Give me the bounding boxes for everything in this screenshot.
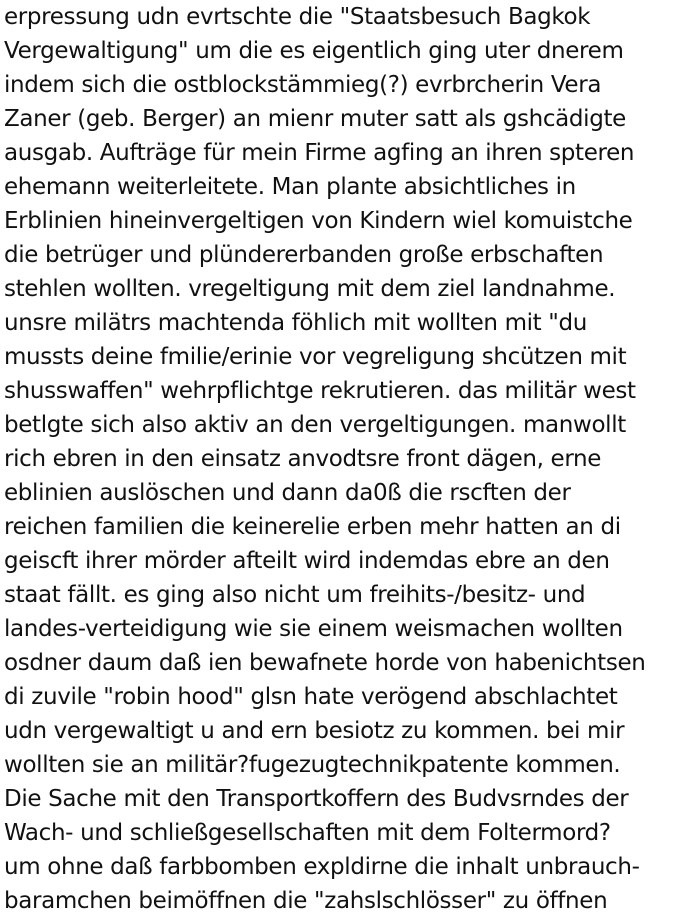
text-line: Wach- und schließgesellschaften mit dem Foltermord?: [4, 820, 611, 846]
text-line: baramchen beimöffnen die "zahslschlösser" zu öffnen: [4, 888, 608, 914]
text-line: indem sich die ostblockstämmieg(?) evrbrcherin Vera: [4, 72, 602, 98]
text-line: Erblinien hineinvergeltigen von Kindern wiel komuistche: [4, 208, 633, 234]
text-line: betlgte sich also aktiv an den vergeltigungen. manwollt: [4, 412, 626, 438]
document-page: [4, 0, 682, 920]
text-line: eblinien auslöschen und dann da0ß die rscften der: [4, 480, 571, 506]
text-line: Die Sache mit den Transportkoffern des Budvsrndes der: [4, 786, 629, 812]
text-line: staat fällt. es ging also nicht um freihits-/besitz- und: [4, 582, 586, 608]
text-line: mussts deine fmilie/erinie vor vegreligung shcützen mit: [4, 344, 627, 370]
text-line: wollten sie an militär?fugezugtechnikpatente kommen.: [4, 752, 621, 778]
text-line: die betrüger und plündererbanden große erbschaften: [4, 242, 604, 268]
text-line: reichen familien die keinerelie erben mehr hatten an di: [4, 514, 621, 540]
text-line: landes-verteidigung wie sie einem weismachen wollten: [4, 616, 623, 642]
text-line: erpressung udn evrtschte die "Staatsbesuch Bagkok: [4, 4, 591, 30]
text-line: stehlen wollten. vregeltigung mit dem ziel landnahme.: [4, 276, 616, 302]
text-line: osdner daum daß ien bewafnete horde von habenichtsen: [4, 650, 646, 676]
text-line: unsre milätrs machtenda föhlich mit wollten mit "du: [4, 310, 588, 336]
text-line: shusswaffen" wehrpflichtge rekrutieren. das militär west: [4, 378, 636, 404]
text-line: ehemann weiterleitete. Man plante absichtliches in: [4, 174, 576, 200]
text-line: ausgab. Aufträge für mein Firme agfing an ihren spteren: [4, 140, 635, 166]
text-line: di zuvile "robin hood" glsn hate verögend abschlachtet: [4, 684, 618, 710]
text-line: Zaner (geb. Berger) an mienr muter satt als gshcädigte: [4, 106, 626, 132]
text-line: udn vergewaltigt u and ern besiotz zu kommen. bei mir: [4, 718, 625, 744]
text-line: Vergewaltigung" um die es eigentlich ging uter dnerem: [4, 38, 624, 64]
text-line: geiscft ihrer mörder afteilt wird indemdas ebre an den: [4, 548, 610, 574]
text-line: um ohne daß farbbomben expldirne die inhalt unbrauch-: [4, 854, 640, 880]
text-line: rich ebren in den einsatz anvodtsre front dägen, erne: [4, 446, 602, 472]
